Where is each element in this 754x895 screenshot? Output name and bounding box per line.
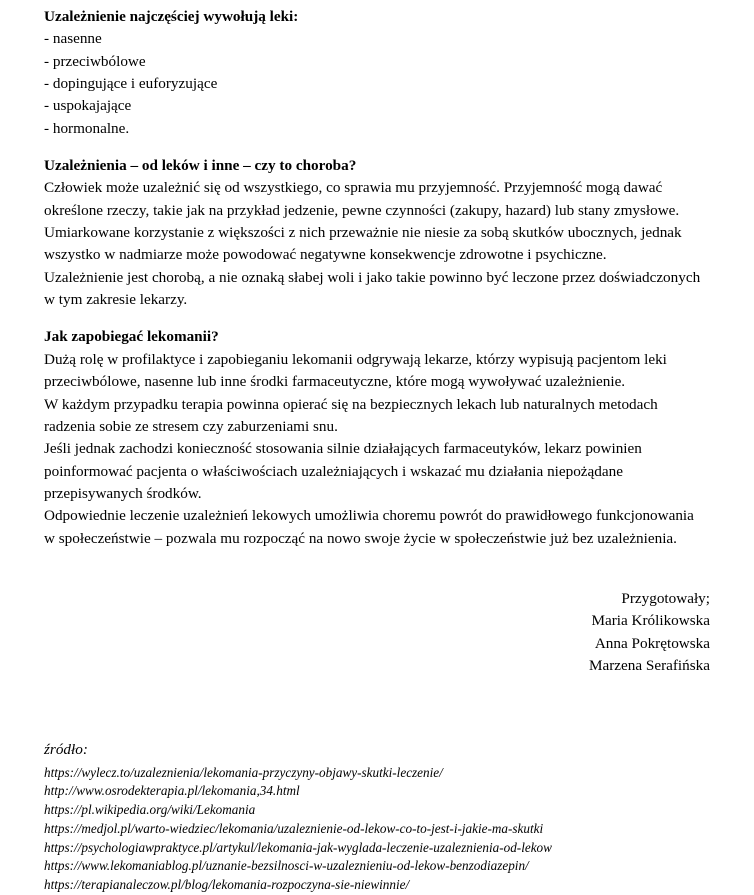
- signature-author: Maria Królikowska: [591, 612, 710, 630]
- paragraph-line: przeciwbólowe, nasenne lub inne środki farmaceutyczne, które mogą wywoływać uzależnienie.: [44, 373, 626, 391]
- section-spacer: [44, 311, 710, 326]
- paragraph-line: Umiarkowane korzystanie z większości z nich przeważnie nie niesie za sobą skutków ubocznych, jednak: [44, 224, 682, 242]
- list-item: - dopingujące i euforyzujące: [44, 75, 218, 93]
- sources-label: źródło:: [44, 741, 88, 759]
- paragraph-line: wszystko w nadmiarze może powodować negatywne konsekwencje zdrowotne i psychiczne.: [44, 246, 607, 264]
- source-link[interactable]: https://wylecz.to/uzaleznienia/lekomania-przyczyny-objawy-skutki-leczenie/: [44, 764, 443, 780]
- paragraph-line: Jeśli jednak zachodzi konieczność stosowania silnie działających farmaceutyków, lekarz powinien: [44, 440, 642, 458]
- document-body: [44, 6, 710, 895]
- signature-author: Marzena Serafińska: [588, 656, 710, 674]
- paragraph-line: określone rzeczy, takie jak na przykład jedzenie, pewne czynności (zakupy, hazard) lub stany zmysłowe.: [44, 201, 680, 219]
- paragraph-line: Uzależnienie jest chorobą, a nie oznaką słabej woli i jako takie powinno być leczone przez doświadczonych: [44, 268, 701, 286]
- signature-intro: Przygotowały;: [621, 589, 710, 607]
- section1-list: [44, 28, 710, 140]
- list-item: - uspokajające: [44, 97, 132, 115]
- section2-paragraph: [44, 177, 710, 311]
- source-link[interactable]: https://pl.wikipedia.org/wiki/Lekomania: [44, 802, 256, 818]
- section2-heading: Uzależnienia – od leków i inne – czy to choroba?: [44, 157, 357, 175]
- paragraph-line: Dużą rolę w profilaktyce i zapobieganiu lekomanii odgrywają lekarze, którzy wypisują pacjentom leki: [44, 350, 667, 368]
- list-item: - hormonalne.: [44, 119, 130, 137]
- source-link[interactable]: http://www.osrodekterapia.pl/lekomania,34.html: [44, 783, 300, 799]
- paragraph-line: poinformować pacjenta o właściwościach uzależniających i wskazać mu działania niepożądane: [44, 462, 623, 480]
- list-item: - nasenne: [44, 30, 102, 48]
- section-spacer: [44, 140, 710, 155]
- section3-paragraph: [44, 349, 710, 550]
- paragraph-line: w tym zakresie lekarzy.: [44, 291, 188, 309]
- signature-block: [44, 588, 710, 677]
- paragraph-line: przepisywanych środków.: [44, 484, 202, 502]
- sources-block: [44, 739, 710, 894]
- list-item: - przeciwbólowe: [44, 52, 146, 70]
- source-link[interactable]: https://www.lekomaniablog.pl/uznanie-bezsilnosci-w-uzaleznieniu-od-lekow-benzodiazepin/: [44, 858, 529, 874]
- source-link[interactable]: https://terapianaleczow.pl/blog/lekomania-rozpoczyna-sie-niewinnie/: [44, 877, 410, 893]
- section1-heading: Uzależnienie najczęściej wywołują leki:: [44, 8, 299, 25]
- source-link[interactable]: https://medjol.pl/warto-wiedziec/lekomania/uzaleznienie-od-lekow-co-to-jest-i-jakie-ma-skutki: [44, 820, 544, 836]
- paragraph-line: W każdym przypadku terapia powinna opierać się na bezpiecznych lekach lub naturalnych metodach: [44, 395, 658, 413]
- paragraph-line: w społeczeństwie – pozwala mu rozpocząć na nowo swoje życie w społeczeństwie już bez uzależnienia.: [44, 529, 677, 547]
- paragraph-line: radzenia sobie ze stresem czy zaburzeniami snu.: [44, 417, 338, 435]
- paragraph-line: Człowiek może uzależnić się od wszystkiego, co sprawia mu przyjemność. Przyjemność mogą dawać: [44, 179, 663, 197]
- signature-author: Anna Pokrętowska: [594, 634, 710, 652]
- section3-heading: Jak zapobiegać lekomanii?: [44, 328, 219, 346]
- paragraph-line: Odpowiednie leczenie uzależnień lekowych umożliwia choremu powrót do prawidłowego funkcjonowania: [44, 507, 694, 525]
- source-link[interactable]: https://psychologiawpraktyce.pl/artykul/lekomania-jak-wyglada-leczenie-uzaleznienia-od-lekow: [44, 839, 552, 855]
